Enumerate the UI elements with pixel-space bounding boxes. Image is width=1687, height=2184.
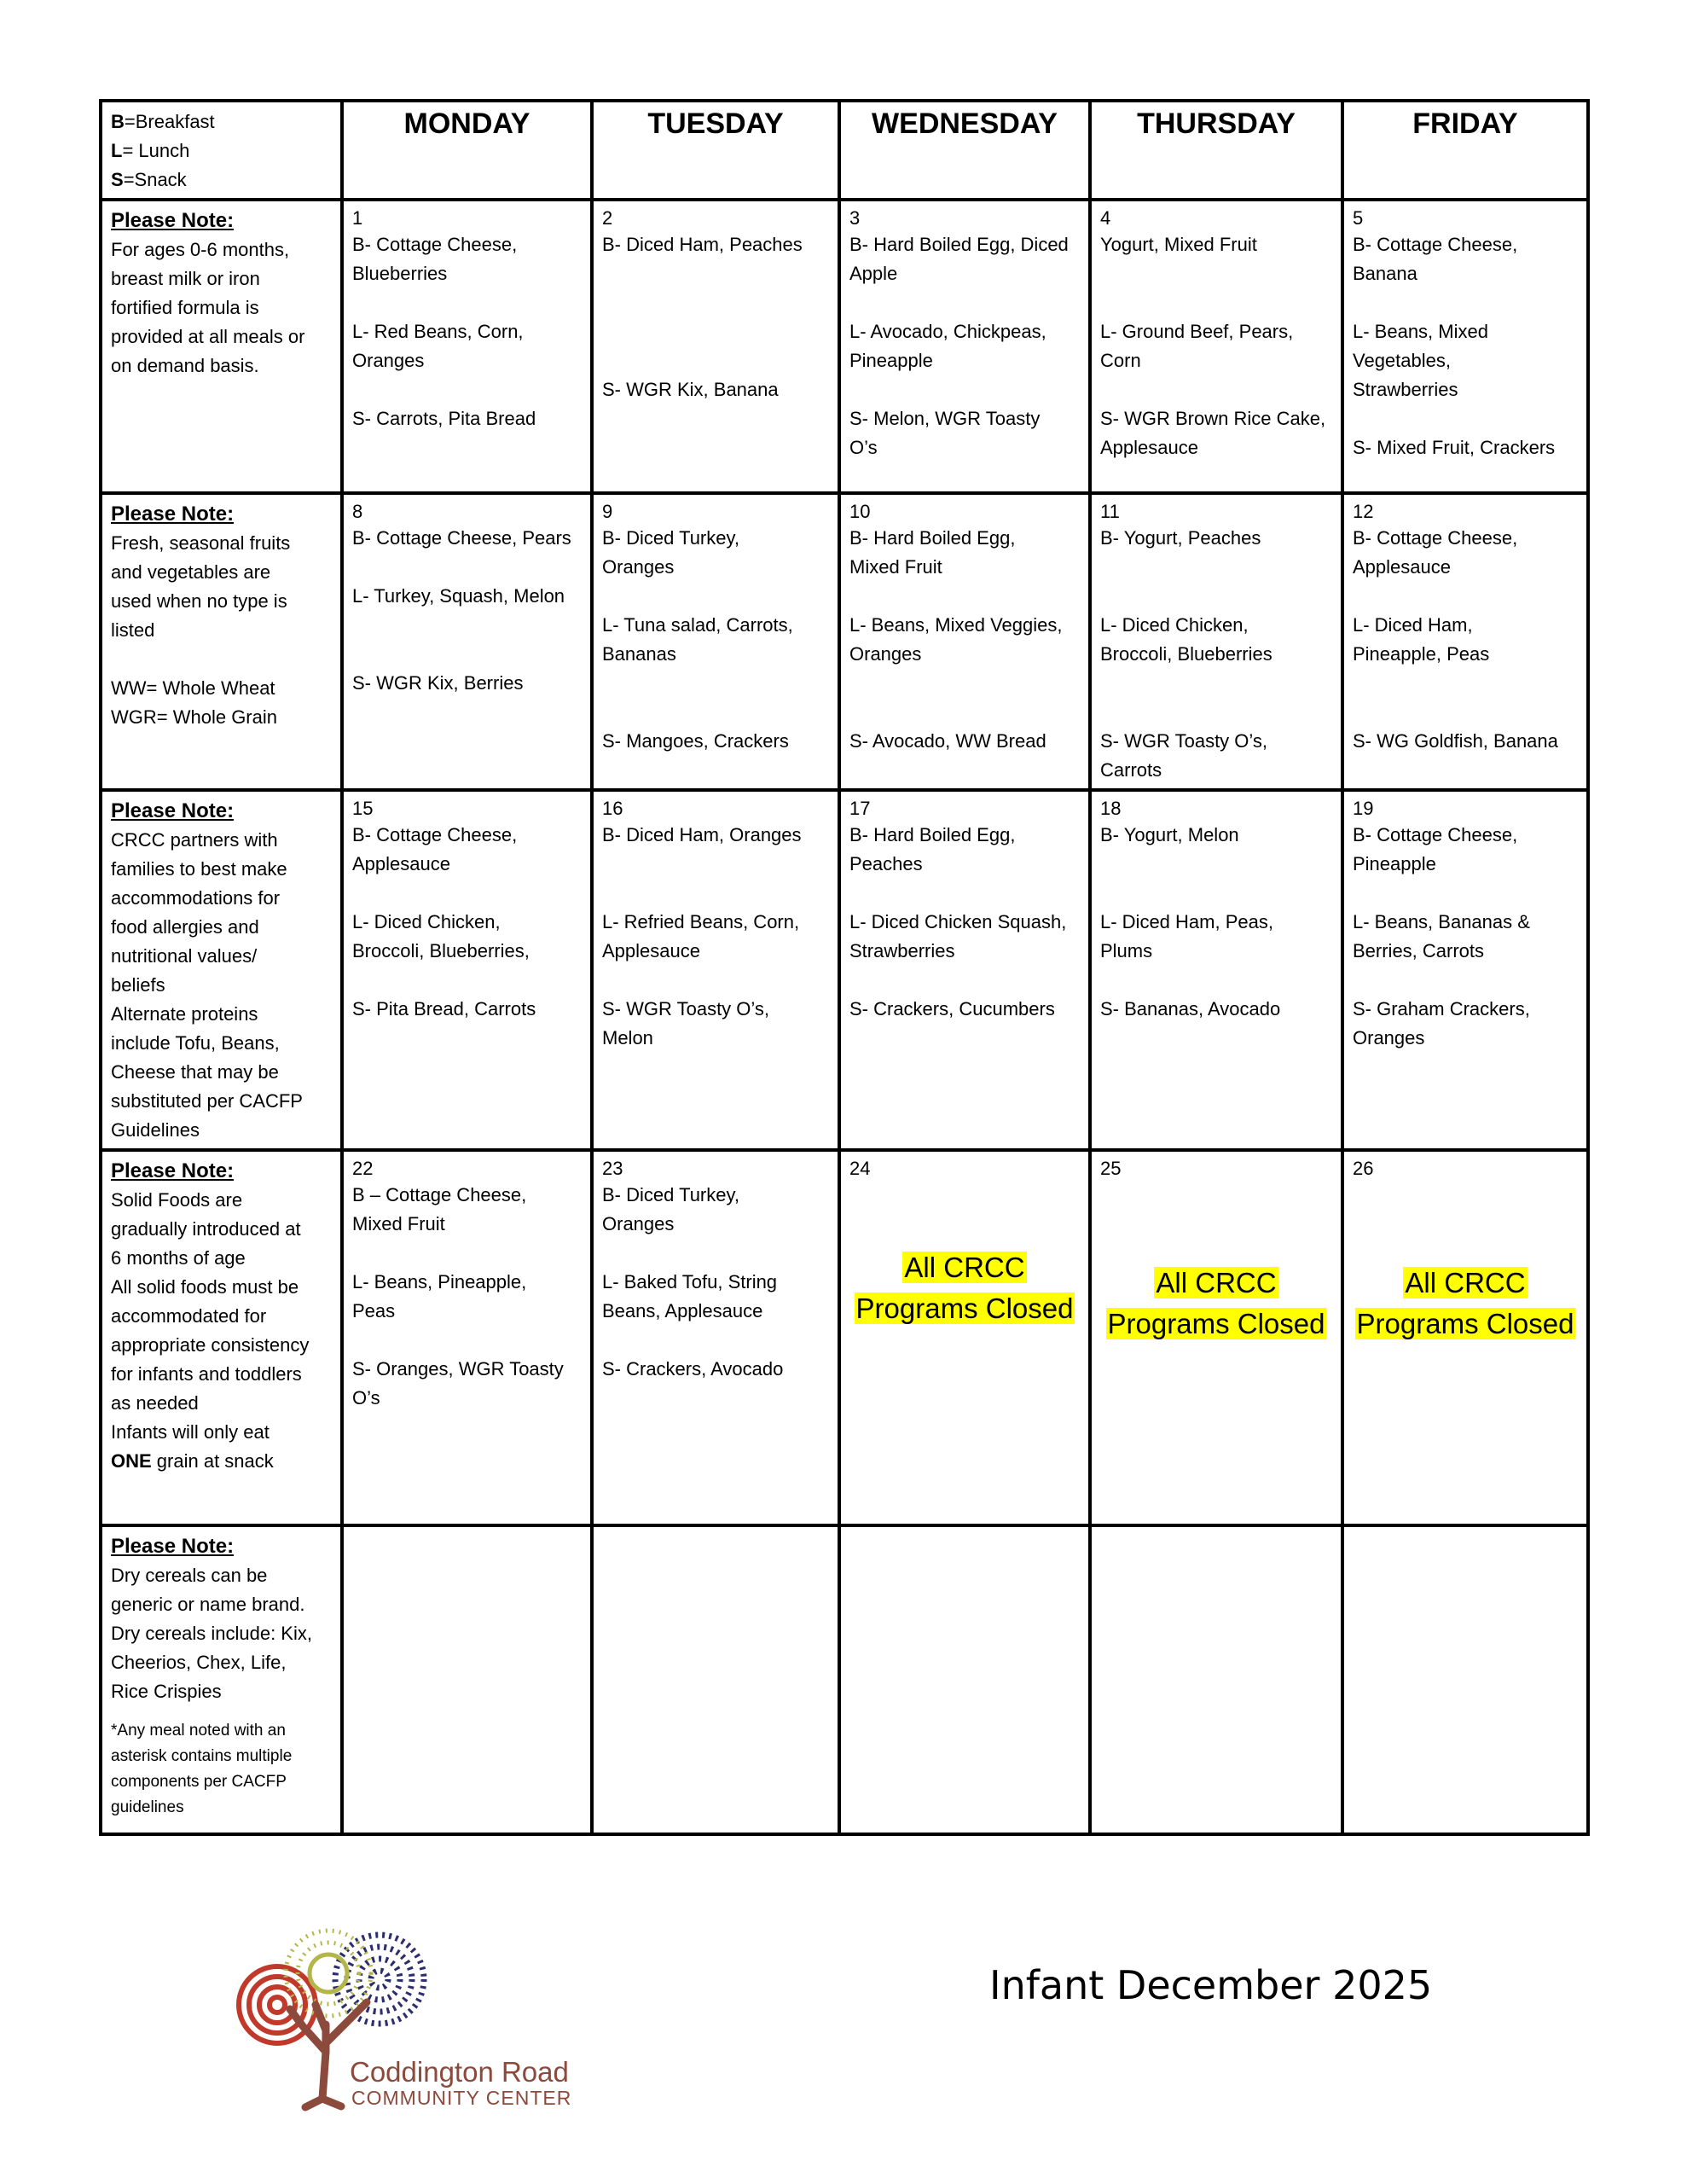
emphasis-one: ONE	[111, 1450, 152, 1472]
snack-item: S- Oranges, WGR Toasty O’s	[352, 1358, 564, 1409]
day-number: 23	[602, 1158, 623, 1179]
day-cell	[592, 493, 839, 790]
snack-item: S- WGR Brown Rice Cake, Applesauce	[1100, 408, 1326, 458]
breakfast-item: B- Yogurt, Peaches	[1100, 527, 1261, 549]
note-title: Please Note:	[111, 502, 235, 526]
day-cell	[592, 790, 839, 1150]
note-title: Please Note:	[111, 799, 235, 822]
breakfast-item: B- Cottage Cheese, Pears	[352, 527, 571, 549]
day-number: 24	[849, 1158, 871, 1179]
empty-day-cell	[839, 1525, 1090, 1834]
lunch-item: L- Ground Beef, Pears, Corn	[1100, 321, 1294, 371]
snack-item: S- WGR Kix, Banana	[602, 379, 779, 400]
day-number: 16	[602, 798, 623, 819]
breakfast-item: B- Hard Boiled Egg, Mixed Fruit	[849, 527, 1016, 578]
day-number: 19	[1353, 798, 1374, 819]
snack-item: S- Crackers, Avocado	[602, 1358, 784, 1380]
breakfast-item: Yogurt, Mixed Fruit	[1100, 234, 1257, 255]
legend-lunch: L= Lunch	[111, 140, 190, 161]
day-number: 9	[602, 501, 613, 522]
breakfast-item: B- Cottage Cheese, Applesauce	[352, 824, 518, 874]
snack-item: S- WGR Kix, Berries	[352, 672, 524, 694]
note-text: CRCC partners with families to best make accommodations for food allergies and nutritional values/ beliefs Alternate proteins include Tofu, Beans, Cheese that may be substituted per CACFP Guidelines	[111, 829, 303, 1141]
day-number: 2	[602, 207, 613, 229]
snack-item: S- Bananas, Avocado	[1100, 998, 1281, 1019]
empty-day-cell	[1090, 1525, 1342, 1834]
day-number: 4	[1100, 207, 1111, 229]
snack-item: S- Graham Crackers, Oranges	[1353, 998, 1530, 1048]
snack-item: S- WGR Toasty O’s, Carrots	[1100, 730, 1268, 781]
breakfast-item: B- Diced Turkey, Oranges	[602, 1184, 739, 1234]
lunch-item: L- Avocado, Chickpeas, Pineapple	[849, 321, 1046, 371]
day-cell	[592, 1150, 839, 1525]
day-cell	[1090, 1150, 1342, 1525]
lunch-item: L- Beans, Mixed Veggies, Oranges	[849, 614, 1063, 665]
day-number: 25	[1100, 1158, 1122, 1179]
breakfast-item: B- Diced Turkey, Oranges	[602, 527, 739, 578]
day-header-wednesday: WEDNESDAY	[839, 101, 1090, 200]
snack-item: S- Crackers, Cucumbers	[849, 998, 1055, 1019]
breakfast-item: B- Cottage Cheese, Applesauce	[1353, 527, 1518, 578]
note-cell-5	[101, 1525, 342, 1834]
day-cell	[342, 200, 592, 493]
note-cell-2	[101, 493, 342, 790]
week-row-1	[101, 200, 1588, 493]
breakfast-item: B- Diced Ham, Oranges	[602, 824, 802, 845]
logo-subtitle: COMMUNITY CENTER	[351, 2087, 572, 2109]
note-cell-1	[101, 200, 342, 493]
day-cell	[839, 790, 1090, 1150]
day-header-friday: FRIDAY	[1342, 101, 1588, 200]
day-cell	[1342, 200, 1588, 493]
snack-item: S- Melon, WGR Toasty O’s	[849, 408, 1041, 458]
day-cell	[1342, 790, 1588, 1150]
day-number: 8	[352, 501, 363, 522]
day-cell	[839, 1150, 1090, 1525]
day-cell	[1090, 200, 1342, 493]
day-cell	[839, 200, 1090, 493]
week-row-3	[101, 790, 1588, 1150]
day-number: 10	[849, 501, 871, 522]
day-cell	[1090, 790, 1342, 1150]
breakfast-item: B- Cottage Cheese, Blueberries	[352, 234, 518, 284]
day-number: 15	[352, 798, 374, 819]
note-text: Dry cereals can be generic or name brand. Dry cereals include: Kix, Cheerios, Chex, Life, Rice Crispies	[111, 1565, 312, 1702]
snack-item: S- WGR Toasty O’s, Melon	[602, 998, 770, 1048]
breakfast-item: B – Cottage Cheese, Mixed Fruit	[352, 1184, 527, 1234]
breakfast-item: B- Hard Boiled Egg, Peaches	[849, 824, 1016, 874]
tree-logo-icon	[230, 1924, 580, 2111]
logo-name: Coddington Road	[350, 2056, 569, 2088]
lunch-item: L- Baked Tofu, String Beans, Applesauce	[602, 1271, 778, 1321]
day-cell	[839, 493, 1090, 790]
document-title: Infant December 2025	[989, 1962, 1433, 2008]
day-number: 5	[1353, 207, 1364, 229]
week-row-5	[101, 1525, 1588, 1834]
breakfast-item: B- Yogurt, Melon	[1100, 824, 1239, 845]
day-number: 11	[1100, 501, 1120, 522]
meal-legend	[101, 101, 342, 200]
lunch-item: L- Diced Chicken, Broccoli, Blueberries,	[352, 911, 530, 961]
day-number: 1	[352, 207, 363, 229]
closed-notice: All CRCC Programs Closed	[1107, 1267, 1325, 1339]
day-header-monday: MONDAY	[342, 101, 592, 200]
lunch-item: L- Beans, Mixed Vegetables, Strawberries	[1353, 321, 1488, 400]
day-header-tuesday: TUESDAY	[592, 101, 839, 200]
empty-day-cell	[342, 1525, 592, 1834]
day-header-thursday: THURSDAY	[1090, 101, 1342, 200]
lunch-item: L- Tuna salad, Carrots, Bananas	[602, 614, 793, 665]
lunch-item: L- Diced Chicken Squash, Strawberries	[849, 911, 1067, 961]
lunch-item: L- Turkey, Squash, Melon	[352, 585, 565, 607]
lunch-item: L- Diced Ham, Peas, Plums	[1100, 911, 1273, 961]
snack-item: S- Carrots, Pita Bread	[352, 408, 536, 429]
note-text: For ages 0-6 months, breast milk or iron fortified formula is provided at all meals or on demand basis.	[111, 239, 305, 376]
note-cell-3	[101, 790, 342, 1150]
empty-day-cell	[1342, 1525, 1588, 1834]
day-cell	[342, 790, 592, 1150]
week-row-2	[101, 493, 1588, 790]
day-cell	[342, 493, 592, 790]
legend-snack: S=Snack	[111, 169, 187, 190]
header-row	[101, 101, 1588, 200]
breakfast-item: B- Hard Boiled Egg, Diced Apple	[849, 234, 1069, 284]
day-cell	[592, 200, 839, 493]
day-cell	[1342, 493, 1588, 790]
legend-breakfast: B=Breakfast	[111, 111, 215, 132]
snack-item: S- Avocado, WW Bread	[849, 730, 1046, 752]
snack-item: S- Pita Bread, Carrots	[352, 998, 536, 1019]
snack-item: S- WG Goldfish, Banana	[1353, 730, 1558, 752]
lunch-item: L- Diced Chicken, Broccoli, Blueberries	[1100, 614, 1272, 665]
day-number: 12	[1353, 501, 1374, 522]
breakfast-item: B- Diced Ham, Peaches	[602, 234, 803, 255]
lunch-item: L- Beans, Bananas & Berries, Carrots	[1353, 911, 1530, 961]
day-cell	[342, 1150, 592, 1525]
day-number: 26	[1353, 1158, 1374, 1179]
day-number: 22	[352, 1158, 374, 1179]
day-number: 18	[1100, 798, 1122, 819]
crcc-logo	[230, 1924, 580, 2111]
empty-day-cell	[592, 1525, 839, 1834]
note-text: Fresh, seasonal fruits and vegetables are used when no type is listed WW= Whole Wheat WGR= Whole Grain	[111, 532, 291, 728]
lunch-item: L- Beans, Pineapple, Peas	[352, 1271, 527, 1321]
breakfast-item: B- Cottage Cheese, Pineapple	[1353, 824, 1518, 874]
snack-item: S- Mixed Fruit, Crackers	[1353, 437, 1556, 458]
note-title: Please Note:	[111, 1535, 235, 1558]
snack-item: S- Mangoes, Crackers	[602, 730, 789, 752]
day-cell	[1090, 493, 1342, 790]
note-title: Please Note:	[111, 1159, 235, 1182]
closed-notice: All CRCC Programs Closed	[855, 1252, 1074, 1324]
day-number: 17	[849, 798, 871, 819]
week-row-4	[101, 1150, 1588, 1525]
lunch-item: L- Refried Beans, Corn, Applesauce	[602, 911, 800, 961]
note-footnote: *Any meal noted with an asterisk contains multiple components per CACFP guidelines	[111, 1722, 293, 1816]
note-text: Solid Foods are gradually introduced at 6 months of age All solid foods must be accommodated for appropriate consistency for infants and toddlers as needed Infants will only eat ONE grain at snack	[111, 1189, 310, 1472]
closed-notice: All CRCC Programs Closed	[1356, 1267, 1574, 1339]
menu-table	[99, 99, 1590, 1836]
day-number: 3	[849, 207, 861, 229]
note-title: Please Note:	[111, 209, 235, 232]
lunch-item: L- Red Beans, Corn, Oranges	[352, 321, 524, 371]
breakfast-item: B- Cottage Cheese, Banana	[1353, 234, 1518, 284]
lunch-item: L- Diced Ham, Pineapple, Peas	[1353, 614, 1490, 665]
day-cell	[1342, 1150, 1588, 1525]
note-cell-4	[101, 1150, 342, 1525]
